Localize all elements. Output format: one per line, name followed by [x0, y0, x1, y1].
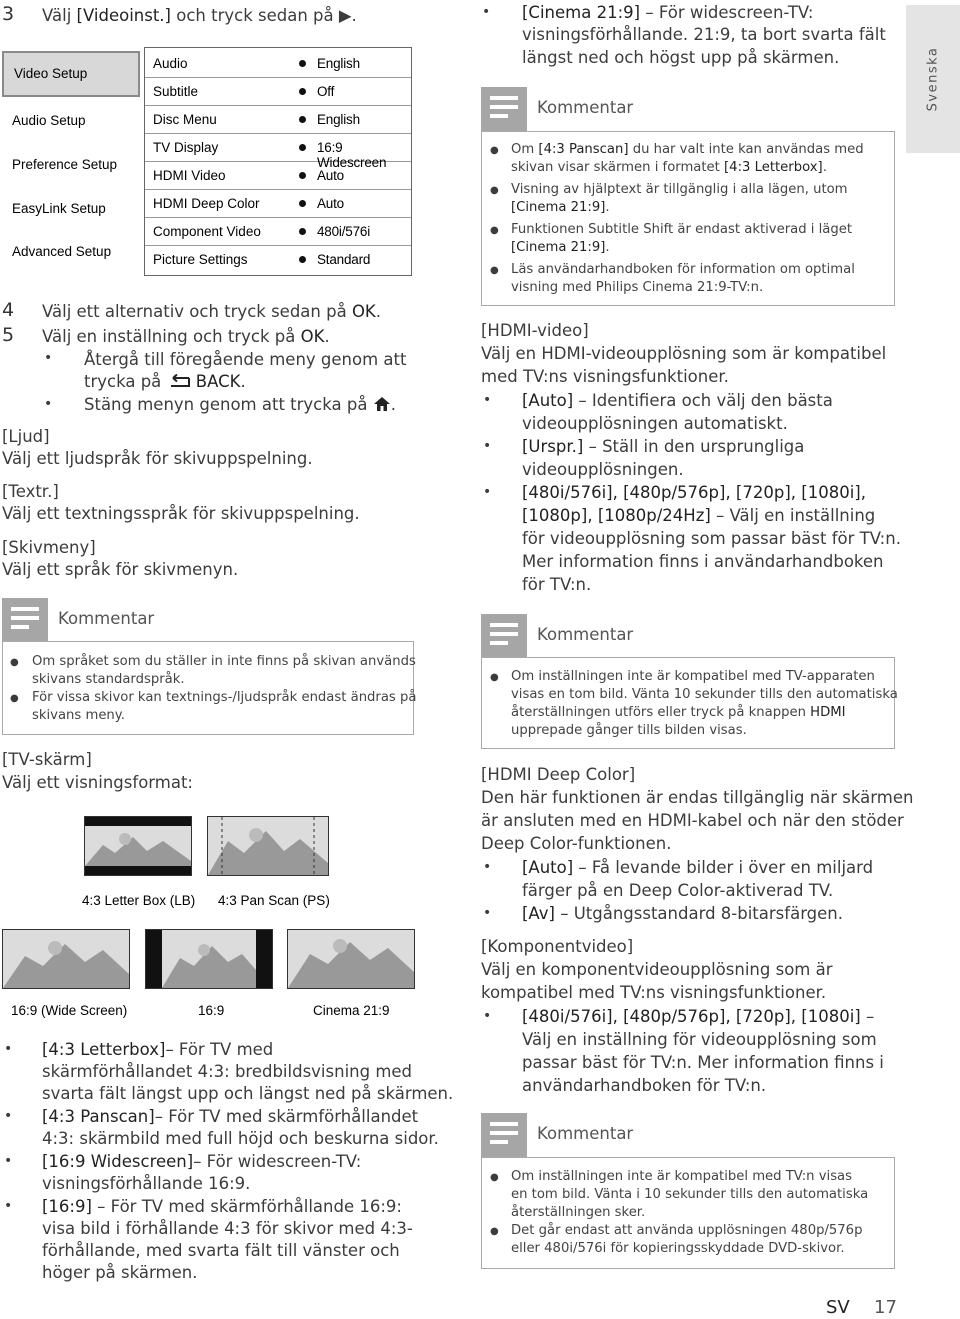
component-res-line1: [480i/576i], [480p/576p], [720p], [1080i] – [522, 1007, 875, 1026]
ljud-text: Välj ett ljudspråk för skivuppspelning. [2, 449, 313, 468]
hdmi-auto-line1: [Auto] – Identifiera och välj den bästa [522, 391, 833, 410]
cinema-line1: [Cinema 21:9] – För widescreen-TV: [522, 3, 814, 22]
note4-b1-line3: återställningen sker. [511, 1205, 646, 1220]
side-tab-label: Svenska [925, 46, 941, 112]
cinema-graphic [288, 930, 414, 988]
skivmeny-heading: [Skivmeny] [2, 538, 96, 557]
back-text-line-2: trycka på BACK. [84, 372, 246, 391]
deepcolor-line1: Den här funktionen är endas tillgänglig när skärmen [481, 788, 914, 807]
deepcolor-line3: Deep Color-funktionen. [481, 834, 672, 853]
hdmi-res-line3: för videoupplösning som passar bäst för TV:n. [522, 529, 901, 548]
component-res-line2: Välj en inställning för videoupplösning som [522, 1030, 877, 1049]
note-icon [481, 1113, 527, 1157]
note1-b1-line1: Om språket som du ställer in inte finns på skivan används [32, 654, 416, 669]
page-number: 17 [874, 1297, 897, 1318]
menu-row: Subtitle Off [145, 78, 411, 106]
pillarbox-graphic [146, 930, 272, 988]
deepcolor-av: [Av] – Utgångsstandard 8-bitarsfärgen. [522, 904, 844, 923]
deepcolor-heading: [HDMI Deep Color] [481, 765, 636, 784]
caption-letterbox: 4:3 Letter Box (LB) [82, 893, 196, 908]
caption-widescreen: 16:9 (Wide Screen) [11, 1003, 128, 1018]
note1-b1-line2: skivans standardspråk. [32, 672, 185, 687]
pillarbox-illustration [145, 929, 273, 989]
hdmi-text-line1: Välj en HDMI-videoupplösning som är kompatibel [481, 344, 887, 363]
note2-b1-line1: Om [4:3 Panscan] du har valt inte kan användas med [511, 142, 864, 157]
menu-item-easylink-setup: EasyLink Setup [12, 201, 106, 216]
menu-item-advanced-setup: Advanced Setup [12, 244, 112, 259]
note4-b1-line2: en tom bild. Vänta i 10 sekunder tills den automatiska [511, 1187, 869, 1202]
opt-169-line4: höger på skärmen. [42, 1263, 198, 1282]
note-header [481, 1113, 895, 1157]
step-4-number: 4 [2, 299, 15, 321]
note2-b1-line2: skivan visar skärmen i formatet [4:3 Letterbox]. [511, 160, 827, 175]
note-icon [481, 87, 527, 131]
note-title: Kommentar [537, 625, 634, 644]
hdmi-res-line1: [480i/576i], [480p/576p], [720p], [1080i], [522, 483, 866, 502]
menu-row: TV Display 16:9 Widescreen [145, 134, 411, 162]
cinema-line3: längst ned och högst upp på skärmen. [522, 48, 840, 67]
video-setup-menu [2, 47, 412, 276]
hdmi-heading: [HDMI-video] [481, 321, 589, 340]
skivmeny-text: Välj ett språk för skivmenyn. [2, 560, 239, 579]
bullet: • [44, 350, 53, 366]
component-res-line3: passar bäst för TV:n. Mer information finns i [522, 1053, 884, 1072]
menu-categories [2, 47, 140, 276]
note1-b2-line2: skivans meny. [32, 708, 125, 723]
hdmi-res-line2: [1080p], [1080p/24Hz] – Välj en inställning [522, 506, 876, 525]
menu-row: Picture Settings Standard [153, 252, 371, 267]
opt-169-line1: [16:9] – För TV med skärmförhållande 16:9: [42, 1197, 402, 1216]
component-line2: kompatibel med TV:ns visningsfunktioner. [481, 983, 827, 1002]
opt-letterbox-line2: skärmförhållandet 4:3: bredbildsvisning med [42, 1062, 413, 1081]
menu-item-preference-setup: Preference Setup [12, 157, 118, 172]
bullet: • [44, 396, 53, 412]
opt-panscan-line1: [4:3 Panscan]– För TV med skärmförhållandet [42, 1107, 419, 1126]
menu-row: HDMI Deep Color Auto [145, 190, 411, 218]
note4-b2-line1: Det går endast att använda upplösningen 480p/576p [511, 1223, 863, 1238]
note3-line2: visas en tom bild. Vänta 10 sekunder tills den automatiska [511, 687, 898, 702]
hdmi-text-line2: med TV:ns visningsfunktioner. [481, 367, 729, 386]
component-heading: [Komponentvideo] [481, 937, 634, 956]
hdmi-res-line5: för TV:n. [522, 575, 592, 594]
tv-text: Välj ett visningsformat: [2, 773, 193, 792]
note4-b1-line1: Om inställningen inte är kompatibel med TV:n visas [511, 1169, 853, 1184]
step-5-number: 5 [2, 324, 15, 346]
textr-heading: [Textr.] [2, 482, 59, 501]
ljud-heading: [Ljud] [2, 427, 50, 446]
opt-panscan-line2: 4:3: skärmbild med full höjd och beskurna sidor. [42, 1129, 439, 1148]
menu-item-video-setup: Video Setup [2, 51, 140, 97]
hdmi-res-line4: Mer information finns i användarhandboken [522, 552, 884, 571]
hdmi-auto-line2: videoupplösningen automatiskt. [522, 414, 788, 433]
widescreen-graphic [3, 930, 129, 988]
component-line1: Välj en komponentvideoupplösning som är [481, 960, 833, 979]
step-4-text: Välj ett alternativ och tryck sedan på OK. [42, 302, 381, 321]
note-header [481, 614, 895, 658]
component-res-line4: användarhandboken för TV:n. [522, 1076, 767, 1095]
note2-b2-line1: Visning av hjälptext är tillgänglig i alla lägen, utom [511, 182, 848, 197]
note2-b4-line2: visning med Philips Cinema 21:9-TV:n. [511, 280, 764, 295]
note-icon [481, 614, 527, 658]
opt-letterbox-line1: [4:3 Letterbox]– För TV med [42, 1040, 274, 1059]
panscan-graphic [208, 817, 328, 875]
letterbox-illustration [84, 816, 192, 876]
caption-cinema: Cinema 21:9 [313, 1003, 390, 1018]
note-icon [2, 598, 48, 642]
note-title: Kommentar [537, 1124, 634, 1143]
note2-b4-line1: Läs användarhandboken för information om optimal [511, 262, 855, 277]
note3-line1: Om inställningen inte är kompatibel med TV-apparaten [511, 669, 875, 684]
menu-row: Component Video 480i/576i [145, 218, 411, 246]
cinema-illustration [287, 929, 415, 989]
note2-b2-line2: [Cinema 21:9]. [511, 200, 610, 215]
menu-item-audio-setup: Audio Setup [12, 113, 86, 128]
hdmi-urspr-line2: videoupplösningen. [522, 460, 684, 479]
note2-b3-line1: Funktionen Subtitle Shift är endast aktiverad i läget [511, 222, 853, 237]
note3-line3: återställningen utförs eller tryck på knappen HDMI [511, 705, 846, 720]
hdmi-urspr-line1: [Urspr.] – Ställ in den ursprungliga [522, 437, 805, 456]
note2-b3-line2: [Cinema 21:9]. [511, 240, 610, 255]
menu-row: Audio English [145, 50, 411, 78]
textr-text: Välj ett textningsspråk för skivuppspelning. [2, 504, 360, 523]
deepcolor-auto-line1: [Auto] – Få levande bilder i över en miljard [522, 858, 874, 877]
deepcolor-line2: är ansluten med en HDMI-kabel och när den stöder [481, 811, 904, 830]
back-text-line-1: Återgå till föregående meny genom att [84, 350, 407, 369]
panscan-illustration [207, 816, 329, 876]
footer-language: SV [826, 1297, 850, 1318]
step-3-number: 3 [2, 3, 15, 25]
caption-16-9: 16:9 [198, 1003, 225, 1018]
opt-widescreen-line2: visningsförhållande 16:9. [42, 1174, 251, 1193]
home-text: Stäng menyn genom att trycka på . [84, 395, 396, 414]
letterbox-graphic [85, 817, 191, 875]
note-header [2, 598, 414, 642]
cinema-line2: visningsförhållande. 21:9, ta bort svarta fält [522, 25, 886, 44]
opt-169-line3: förhållande, med svarta fält till vänster och [42, 1241, 400, 1260]
step-3-text: Välj [Videoinst.] och tryck sedan på ▶. [42, 6, 357, 25]
menu-settings-panel [144, 47, 412, 276]
home-icon [373, 396, 391, 412]
widescreen-illustration [2, 929, 130, 989]
note4-b2-line2: eller 480i/576i för kopieringsskyddade DVD-skivor. [511, 1241, 845, 1256]
menu-row: HDMI Video Auto [145, 162, 411, 190]
opt-169-line2: visa bild i förhållande 4:3 för skivor med 4:3- [42, 1219, 413, 1238]
opt-letterbox-line3: svarta fält längst upp och längst ned på skärmen. [42, 1084, 454, 1103]
note-title: Kommentar [58, 609, 155, 628]
deepcolor-auto-line2: färger på en Deep Color-aktiverad TV. [522, 881, 834, 900]
note-title: Kommentar [537, 98, 634, 117]
menu-row: Disc Menu English [145, 106, 411, 134]
caption-panscan: 4:3 Pan Scan (PS) [218, 893, 330, 908]
step-5-text: Välj en inställning och tryck på OK. [42, 327, 330, 346]
note-header [481, 87, 895, 131]
opt-widescreen-line1: [16:9 Widescreen]– För widescreen-TV: [42, 1152, 362, 1171]
note3-line4: upprepade gånger tills bilden visas. [511, 723, 747, 738]
tv-heading: [TV-skärm] [2, 750, 92, 769]
language-side-tab [906, 5, 960, 153]
note1-b2-line1: För vissa skivor kan textnings-/ljudspråk endast ändras på [32, 690, 417, 705]
back-arrow-icon [167, 374, 191, 388]
